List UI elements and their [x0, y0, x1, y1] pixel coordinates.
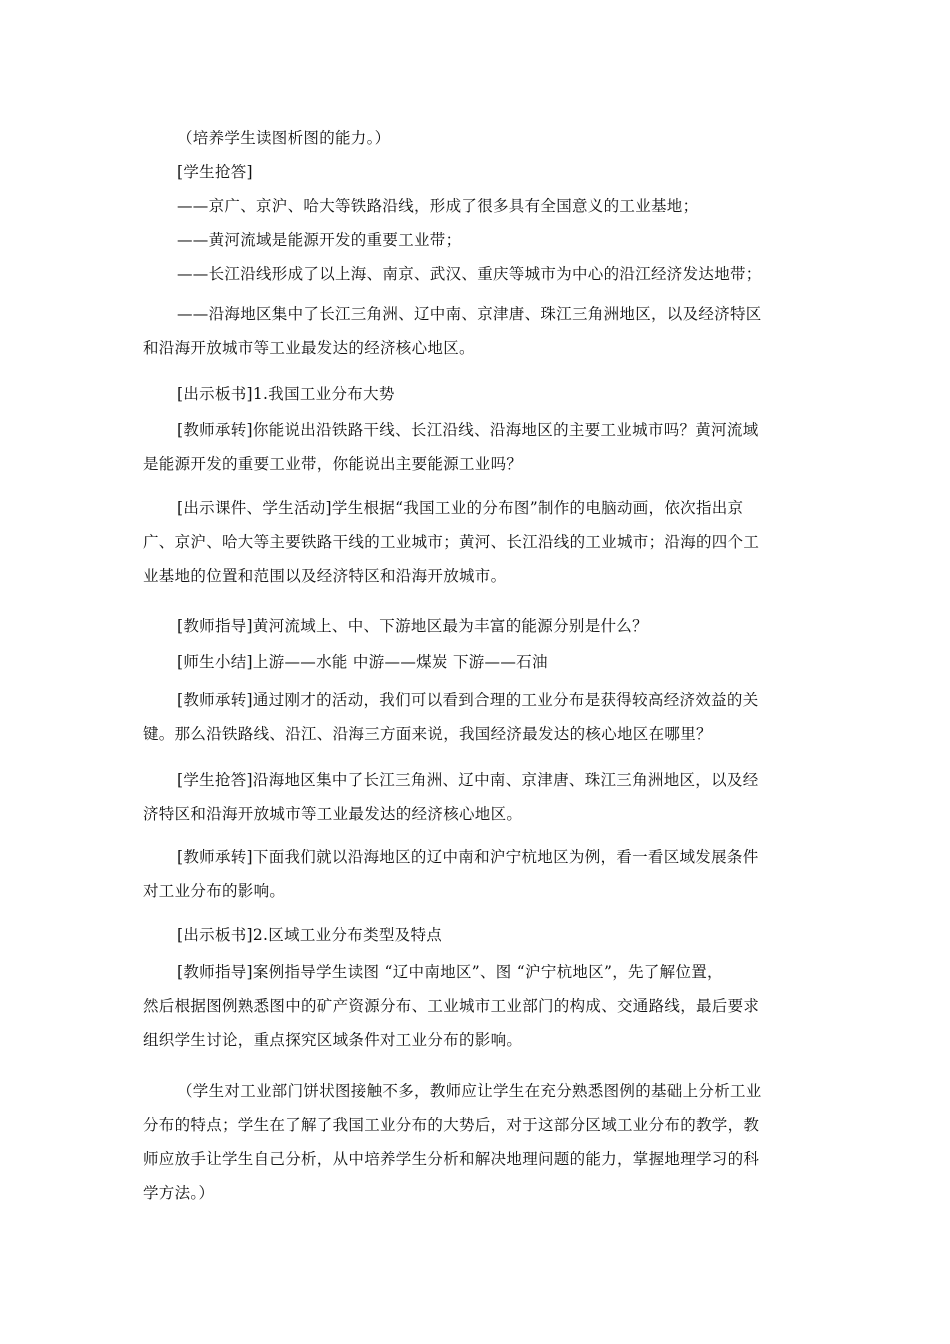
- paragraph-courseware-activity: [143, 491, 813, 593]
- paragraph-teaching-note: [143, 1074, 813, 1210]
- text-line: 组织学生讨论，重点探究区域条件对工业分布的影响。: [143, 1031, 523, 1049]
- paragraph-yangtze-answer: [143, 257, 813, 291]
- text-line: [师生小结]上游——水能 中游——煤炭 下游——石油: [177, 653, 548, 671]
- paragraph-reading-skill-note: [143, 121, 813, 155]
- paragraph-railway-answer: [143, 189, 813, 223]
- text-line: 分布的特点；学生在了解了我国工业分布的大势后，对于这部分区域工业分布的教学，教: [143, 1116, 760, 1134]
- text-line: [教师指导]黄河流域上、中、下游地区最为丰富的能源分别是什么？: [177, 617, 648, 635]
- text-line: 广、京沪、哈大等主要铁路干线的工业城市；黄河、长江沿线的工业城市；沿海的四个工: [143, 533, 760, 551]
- text-line: [教师承转]下面我们就以沿海地区的辽中南和沪宁杭地区为例，看一看区域发展条件: [177, 848, 759, 866]
- paragraph-teacher-transition-2: [143, 683, 813, 751]
- paragraph-student-answer-2: [143, 763, 813, 831]
- text-line: [学生抢答]沿海地区集中了长江三角洲、辽中南、京津唐、珠江三角洲地区，以及经: [177, 771, 759, 789]
- paragraph-student-answer-heading: [143, 155, 813, 189]
- text-line: ——京广、京沪、哈大等铁路沿线，形成了很多具有全国意义的工业基地；: [177, 197, 699, 215]
- text-line: 学方法。）: [143, 1184, 215, 1202]
- text-line: [教师指导]案例指导学生读图 “辽中南地区”、图 “沪宁杭地区”，先了解位置，: [177, 963, 723, 981]
- paragraph-board-note-1: [143, 377, 813, 411]
- text-line: 对工业分布的影响。: [143, 882, 286, 900]
- paragraph-teacher-guidance-1: [143, 609, 813, 643]
- text-line: （学生对工业部门饼状图接触不多，教师应让学生在充分熟悉图例的基础上分析工业: [177, 1082, 762, 1100]
- text-line: 和沿海开放城市等工业最发达的经济核心地区。: [143, 339, 475, 357]
- text-line: 业基地的位置和范围以及经济特区和沿海开放城市。: [143, 567, 507, 585]
- paragraph-summary: [143, 645, 813, 679]
- text-line: ——黄河流域是能源开发的重要工业带；: [177, 231, 462, 249]
- text-line: [教师承转]你能说出沿铁路干线、长江沿线、沿海地区的主要工业城市吗？黄河流域: [177, 421, 759, 439]
- paragraph-yellow-river-answer: [143, 223, 813, 257]
- text-line: ——长江沿线形成了以上海、南京、武汉、重庆等城市为中心的沿江经济发达地带；: [177, 265, 762, 283]
- text-line: 键。那么沿铁路线、沿江、沿海三方面来说，我国经济最发达的核心地区在哪里？: [143, 725, 712, 743]
- text-line: [出示课件、学生活动]学生根据“我国工业的分布图”制作的电脑动画，依次指出京: [177, 499, 744, 517]
- text-line: 是能源开发的重要工业带，你能说出主要能源工业吗？: [143, 455, 523, 473]
- text-line: [出示板书]1.我国工业分布大势: [177, 385, 395, 403]
- text-line: [学生抢答]: [177, 163, 253, 181]
- paragraph-teacher-transition-1: [143, 413, 813, 481]
- text-line: [出示板书]2.区域工业分布类型及特点: [177, 926, 443, 944]
- paragraph-board-note-2: [143, 918, 813, 952]
- text-line: （培养学生读图析图的能力。）: [177, 129, 391, 147]
- text-line: ——沿海地区集中了长江三角洲、辽中南、京津唐、珠江三角洲地区，以及经济特区: [177, 305, 762, 323]
- text-line: 师应放手让学生自己分析，从中培养学生分析和解决地理问题的能力，掌握地理学习的科: [143, 1150, 760, 1168]
- paragraph-coastal-answer: [143, 297, 813, 365]
- text-line: 然后根据图例熟悉图中的矿产资源分布、工业城市工业部门的构成、交通路线，最后要求: [143, 997, 760, 1015]
- paragraph-teacher-guidance-2: [143, 955, 813, 1057]
- paragraph-teacher-transition-3: [143, 840, 813, 908]
- text-line: [教师承转]通过刚才的活动，我们可以看到合理的工业分布是获得较高经济效益的关: [177, 691, 759, 709]
- text-line: 济特区和沿海开放城市等工业最发达的经济核心地区。: [143, 805, 523, 823]
